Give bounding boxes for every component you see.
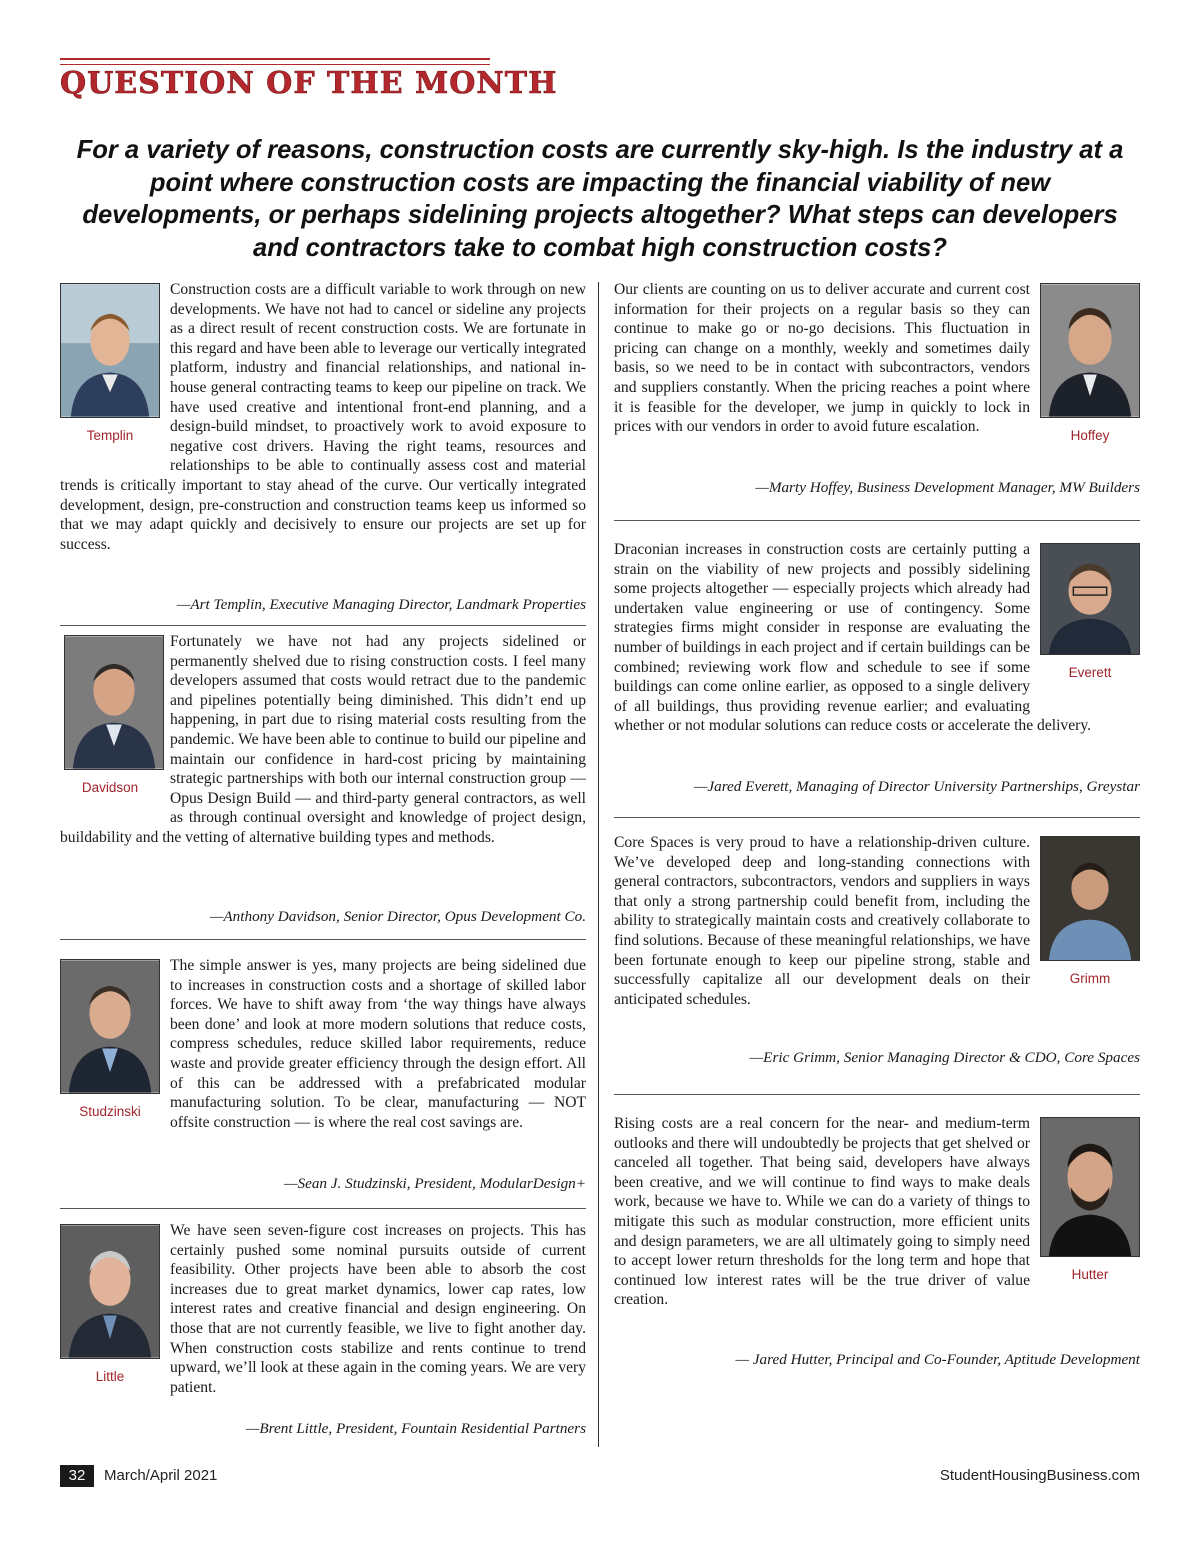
answer-hutter bbox=[614, 1114, 1140, 1310]
answer-text-everett: Draconian increases in construction costs are certainly putting a strain on the viability of new projects and possibly sidelining some projects altogether — especially projects which already had undertaken value engineering or use of contingency. Some strategies firms might consider in response are evaluating the number of buildings in each project and if certain buildings can be combined; reviewing work flow and schedule to see if some buildings can come online earlier, as opposed to a single delivery of all buildings, thus providing revenue earlier; and evaluating whether or not modular solutions can reduce costs or accelerate the delivery. bbox=[614, 541, 1092, 735]
page-number: 32 bbox=[60, 1465, 94, 1487]
separator bbox=[60, 625, 586, 626]
name-templin: Templin bbox=[86, 428, 134, 443]
portrait-templin bbox=[60, 283, 160, 461]
answer-text-templin: Construction costs are a difficult variable to work through on new developments. We have not had to cancel or sideline any projects as a direct result of recent construction costs. We are fortunate in this regard and have been able to leverage our vertically integrated platform, industry and financial relationships, and national in-house general contracting teams to keep our pipeline on track. We have used creative and intentional front-end planning, and a design-build mindset, to proactively work to avoid exposure to negative cost drivers. Having the right teams, resources and relationships to be able to continually assess cost and material trends is critically important to stay ahead of the curve. Our vertically integrated development, design, pre-construction and construction teams keep us informed so that we may adapt quickly and decisively to ensure our projects are set up for success. bbox=[60, 281, 586, 553]
answer-text-little: We have seen seven-figure cost increases on projects. This has certainly pushed some nominal pursuits outside of current feasibility. Other projects have been able to absorb the cost increases due to great market dynamics, lower cap rates, low interest rates and creative financial and design engineering. On those that are not currently feasible, we live to fight another day. When construction costs stabilize and rents continue to trend upward, we’ll look at these again in the coming years. We are very patient. bbox=[170, 1222, 586, 1396]
separator bbox=[614, 817, 1140, 818]
attribution-little: —Brent Little, President, Fountain Residential Partners bbox=[245, 1420, 586, 1437]
answer-text-studzinski: The simple answer is yes, many projects are being sidelined due to increases in construction costs and a shortage of skilled labor forces. We have to shift away from ‘the way things have always been done’ and look at more modern solutions that reduce costs, compress schedules, reduce skilled labor requirements, reduce waste and provide greater efficiency through the design effort. All of this can be addressed with a prefabricated modular manufacturing solution. To be clear, manufacturing — NOT offsite construction — is where the real cost savings are. bbox=[170, 957, 586, 1131]
separator bbox=[60, 1208, 586, 1209]
answer-studzinski bbox=[60, 956, 586, 1137]
portrait-everett bbox=[1040, 543, 1140, 698]
answer-text-davidson: Fortunately we have not had any projects sidelined or permanently shelved due to rising construction costs. I feel many developers assumed that costs would retract due to the pandemic and pipelines potentially being diminished. This didn’t end up happening, in part due to rising material costs resulting from the pandemic. We have been able to continue to build our pipeline and maintain our confidence in hard-cost pricing by maintaining strategic partnerships with both our internal construction group — Opus Design Build — and third-party general contractors, as well as through continual oversight and knowledge of project design, buildability and the vetting of alternative building types and methods. bbox=[60, 633, 586, 846]
section-title: QUESTION OF THE MONTH bbox=[60, 66, 558, 101]
attribution-hutter: — Jared Hutter, Principal and Co-Founder, Aptitude Development bbox=[735, 1351, 1140, 1368]
answer-davidson bbox=[60, 632, 586, 848]
photo-grimm bbox=[1040, 836, 1140, 961]
portrait-davidson bbox=[60, 635, 160, 813]
portrait-hoffey bbox=[1040, 283, 1140, 461]
name-grimm: Grimm bbox=[1069, 971, 1111, 986]
photo-studzinski bbox=[60, 959, 160, 1094]
portrait-studzinski bbox=[60, 959, 160, 1137]
website-link[interactable]: StudentHousingBusiness.com bbox=[939, 1467, 1140, 1484]
issue-date: March/April 2021 bbox=[104, 1467, 218, 1484]
attribution-davidson: —Anthony Davidson, Senior Director, Opus Development Co. bbox=[209, 908, 586, 925]
separator bbox=[60, 939, 586, 940]
answer-text-grimm: Core Spaces is very proud to have a relationship-driven culture. We’ve developed deep and long-standing connections with general contractors, subcontractors, vendors and suppliers in ways that only a strong partnership could benefit from, including the ability to strategically maintain costs and creatively collaborate to find solutions. Because of these meaningful relationships, we have been fortunate enough to keep our pipeline strong, stable and successfully capitalize all our development deals on their anticipated schedules. bbox=[614, 834, 1030, 1008]
photo-templin bbox=[60, 283, 160, 418]
attribution-templin: —Art Templin, Executive Managing Director, Landmark Properties bbox=[176, 596, 586, 613]
column-divider bbox=[598, 282, 599, 1447]
name-davidson: Davidson bbox=[81, 780, 139, 795]
photo-everett bbox=[1040, 543, 1140, 655]
attribution-everett: —Jared Everett, Managing of Director University Partnerships, Greystar bbox=[693, 778, 1140, 795]
name-little: Little bbox=[95, 1369, 125, 1384]
photo-hutter bbox=[1040, 1117, 1140, 1257]
photo-little bbox=[60, 1224, 160, 1359]
attribution-studzinski: —Sean J. Studzinski, President, ModularDesign+ bbox=[283, 1175, 586, 1192]
photo-hoffey bbox=[1040, 283, 1140, 418]
photo-davidson bbox=[64, 635, 164, 770]
portrait-little bbox=[60, 1224, 160, 1402]
attribution-grimm: —Eric Grimm, Senior Managing Director & CDO, Core Spaces bbox=[749, 1049, 1140, 1066]
portrait-hutter bbox=[1040, 1117, 1140, 1300]
name-hutter: Hutter bbox=[1071, 1267, 1109, 1282]
name-hoffey: Hoffey bbox=[1070, 428, 1110, 443]
answer-grimm bbox=[614, 833, 1140, 1009]
name-studzinski: Studzinski bbox=[79, 1104, 141, 1119]
answer-little bbox=[60, 1221, 586, 1402]
title-rule bbox=[60, 58, 490, 65]
answer-text-hoffey: Our clients are counting on us to deliver accurate and current cost information for their projects on a regular basis so they can continue to make go or no-go decisions. This fluctuation in pricing can change on a monthly, weekly and sometimes daily basis, so we need to be in contact with subcontractors, vendors and suppliers constantly. When the pricing reaches a point where it is feasible for the developer, we jump in quickly to lock in prices with our vendors in order to avoid future escalation. bbox=[614, 281, 1030, 436]
separator bbox=[614, 1094, 1140, 1095]
answer-text-hutter: Rising costs are a real concern for the near- and medium-term outlooks and there will undoubtedly be projects that get shelved or canceled all together. That being said, developers have always been creative, and we will continue to find ways to make deals work, because we have to. While we can do a variety of things to mitigate this such as modular construction, more efficient units and design parameters, we are all ultimately going to simply need to accept lower return thresholds for the long term and hope that continued low interest rates will be the true driver of value creation. bbox=[614, 1115, 1030, 1309]
question-heading: For a variety of reasons, construction costs are currently sky-high. Is the industry at a point where construction costs are impacting the financial viability of new developments, or perhaps sidelining projects altogether? What steps can developers and contractors take to combat high construction costs? bbox=[76, 136, 1124, 262]
name-everett: Everett bbox=[1068, 665, 1112, 680]
separator bbox=[614, 520, 1140, 521]
answer-templin bbox=[60, 280, 586, 554]
answer-hoffey bbox=[614, 280, 1140, 461]
portrait-grimm bbox=[1040, 836, 1140, 1004]
answer-everett bbox=[614, 540, 1140, 736]
attribution-hoffey: —Marty Hoffey, Business Development Manager, MW Builders bbox=[755, 479, 1140, 496]
